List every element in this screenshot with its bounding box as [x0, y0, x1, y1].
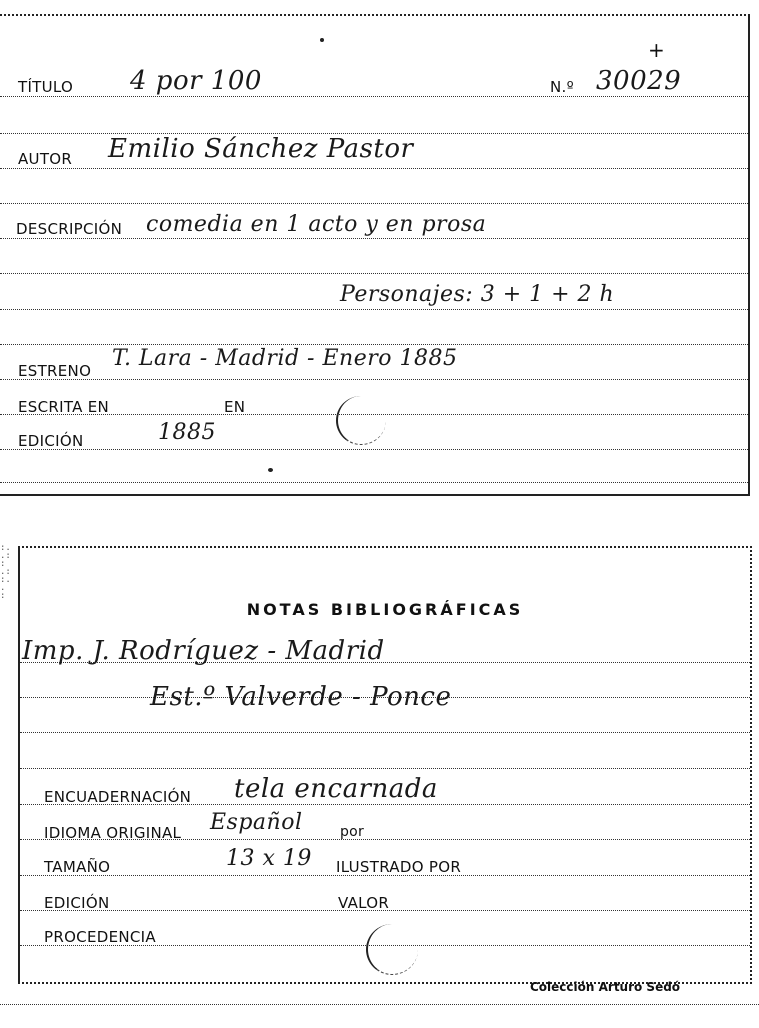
en-label: EN: [224, 398, 246, 416]
escrita-en-label: ESCRITA EN: [18, 398, 110, 416]
tamano-value: 13 x 19: [226, 846, 312, 871]
catalog-card-top: [0, 14, 750, 496]
descripcion-label: DESCRIPCIÓN: [16, 220, 123, 238]
descripcion-value: comedia en 1 acto y en prosa: [146, 212, 487, 237]
estreno-value: T. Lara - Madrid - Enero 1885: [112, 346, 458, 371]
idioma-value: Español: [210, 810, 303, 835]
estreno-label: ESTRENO: [18, 362, 92, 380]
imprenta-value: Imp. J. Rodríguez - Madrid: [22, 636, 385, 666]
titulo-value: 4 por 100: [130, 66, 262, 96]
autor-value: Emilio Sánchez Pastor: [108, 134, 414, 164]
titulo-label: TÍTULO: [18, 78, 74, 96]
tamano-label: TAMAÑO: [44, 858, 111, 876]
por-label: por: [340, 824, 365, 840]
rule-line: [0, 309, 748, 310]
idioma-original-label: IDIOMA ORIGINAL: [44, 824, 182, 842]
rule-line: [0, 482, 748, 483]
personajes-value: Personajes: 3 + 1 + 2 h: [340, 282, 615, 307]
scan-noise: :. .: : .: :. . :: [0, 544, 11, 601]
encuadernacion-value: tela encarnada: [234, 774, 438, 804]
rule-line: [20, 732, 750, 733]
numero-label: N.º: [550, 78, 574, 96]
ink-speck: [268, 468, 273, 472]
ink-speck: [320, 38, 324, 42]
encuadernacion-label: ENCUADERNACIÓN: [44, 788, 192, 806]
ilustrado-por-label: ILUSTRADO POR: [336, 858, 462, 876]
rule-line: [20, 768, 750, 769]
numero-value: 30029: [596, 66, 682, 96]
rule-line: [0, 273, 748, 274]
rule-line: [0, 203, 748, 204]
edicion-label: EDICIÓN: [18, 432, 84, 450]
stamp-mark: [336, 396, 386, 445]
valor-label: VALOR: [338, 894, 390, 912]
stamp-mark: [366, 924, 418, 975]
establecimiento-value: Est.º Valverde - Ponce: [150, 682, 452, 712]
rule-line: [0, 379, 748, 380]
rule-line: [0, 449, 748, 450]
rule-line: [0, 344, 748, 345]
procedencia-label: PROCEDENCIA: [44, 928, 156, 946]
plus-mark: +: [648, 38, 665, 62]
rule-line: [0, 96, 748, 97]
catalog-card-bottom: [18, 546, 752, 984]
autor-label: AUTOR: [18, 150, 73, 168]
rule-line: [0, 238, 748, 239]
coleccion-footer: Colección Arturo Sedó: [530, 980, 681, 994]
notas-bibliograficas-heading: NOTAS BIBLIOGRÁFICAS: [246, 600, 524, 619]
bottom-edge-line: [0, 1004, 759, 1005]
edicion-label-2: EDICIÓN: [44, 894, 110, 912]
rule-line: [0, 168, 748, 169]
edicion-value: 1885: [158, 420, 216, 445]
